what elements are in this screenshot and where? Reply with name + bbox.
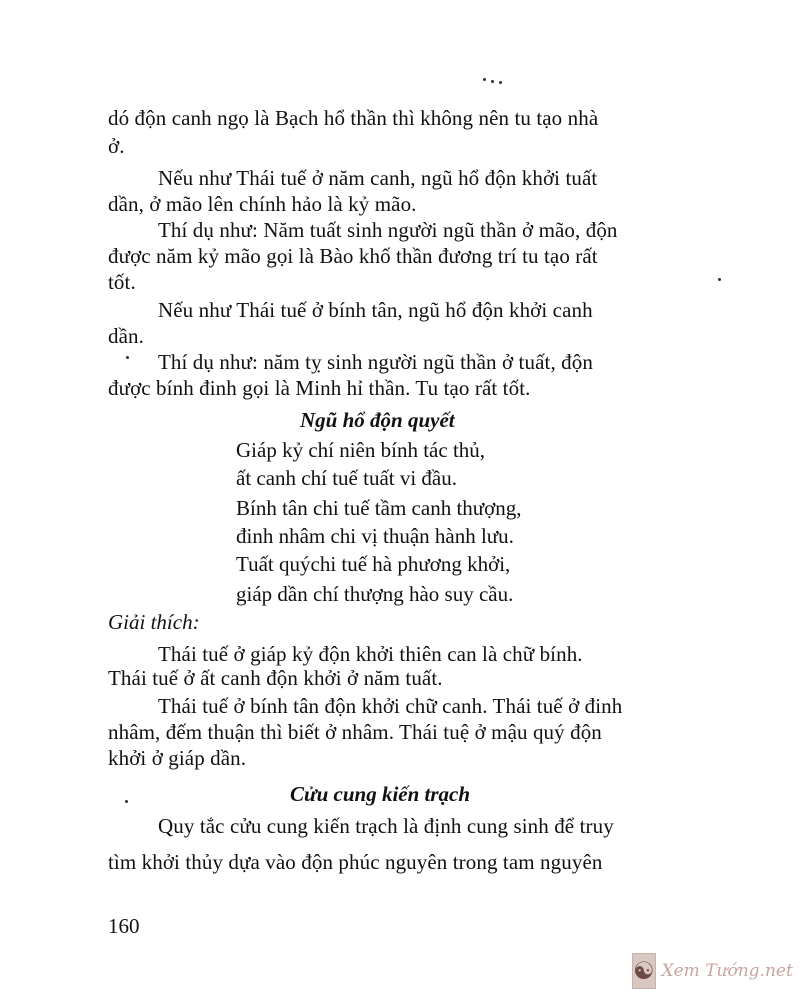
text-line: dó độn canh ngọ là Bạch hổ thần thì không nên tu tạo nhà <box>108 106 599 130</box>
scan-speck <box>499 81 502 84</box>
text-line: Quy tắc cửu cung kiến trạch là định cung sinh để truy <box>158 814 614 838</box>
watermark <box>632 950 792 992</box>
text-line: dần. <box>108 324 144 348</box>
text-line: Thí dụ như: năm tỵ sinh người ngũ thần ở tuất, độn <box>158 350 593 374</box>
page-number: 160 <box>108 914 140 938</box>
poem-line: Giáp kỷ chí niên bính tác thủ, <box>236 438 486 462</box>
poem-line: ất canh chí tuế tuất vi đầu. <box>236 466 458 490</box>
scan-speck <box>125 800 128 803</box>
text-line: ở. <box>108 134 125 158</box>
poem-line: Tuất quýchi tuế hà phương khởi, <box>236 552 511 576</box>
explanation-label: Giải thích: <box>108 610 200 634</box>
section-title: Cửu cung kiến trạch <box>290 782 471 806</box>
text-line: Thí dụ như: Năm tuất sinh người ngũ thần ở mão, độn <box>158 218 618 242</box>
poem-title: Ngũ hổ độn quyết <box>300 408 455 432</box>
text-line: Nếu như Thái tuế ở năm canh, ngũ hổ độn khởi tuất <box>158 166 598 190</box>
scan-speck <box>126 356 129 359</box>
poem-line: giáp dần chí thượng hào suy cầu. <box>236 582 514 606</box>
text-line: được bính đinh gọi là Minh hỉ thần. Tu tạo rất tốt. <box>108 376 531 400</box>
text-line: tìm khởi thủy dựa vào độn phúc nguyên trong tam nguyên <box>108 850 603 874</box>
text-line: Thái tuế ở ất canh độn khởi ở năm tuất. <box>108 666 443 690</box>
text-line: khởi ở giáp dần. <box>108 746 247 770</box>
poem-line: đinh nhâm chi vị thuận hành lưu. <box>236 524 514 548</box>
text-line: dần, ở mão lên chính hảo là kỷ mão. <box>108 192 417 216</box>
text-line: Thái tuế ở bính tân độn khởi chữ canh. Thái tuế ở đinh <box>158 694 623 718</box>
scan-speck <box>491 80 494 83</box>
text-line: Nếu như Thái tuế ở bính tân, ngũ hổ độn khởi canh <box>158 298 593 322</box>
scan-speck <box>483 78 486 81</box>
text-line: Thái tuế ở giáp kỷ độn khởi thiên can là chữ bính. <box>158 642 583 666</box>
watermark-text: Xem Tướng.net <box>661 961 793 981</box>
poem-line: Bính tân chi tuế tầm canh thượng, <box>236 496 522 520</box>
text-line: được năm kỷ mão gọi là Bào khố thần đương trí tu tạo rất <box>108 244 598 268</box>
yin-yang-icon: ☯ <box>632 953 656 989</box>
text-line: tốt. <box>108 270 136 294</box>
text-line: nhâm, đếm thuận thì biết ở nhâm. Thái tuệ ở mậu quý độn <box>108 720 602 744</box>
scan-speck <box>718 278 721 281</box>
